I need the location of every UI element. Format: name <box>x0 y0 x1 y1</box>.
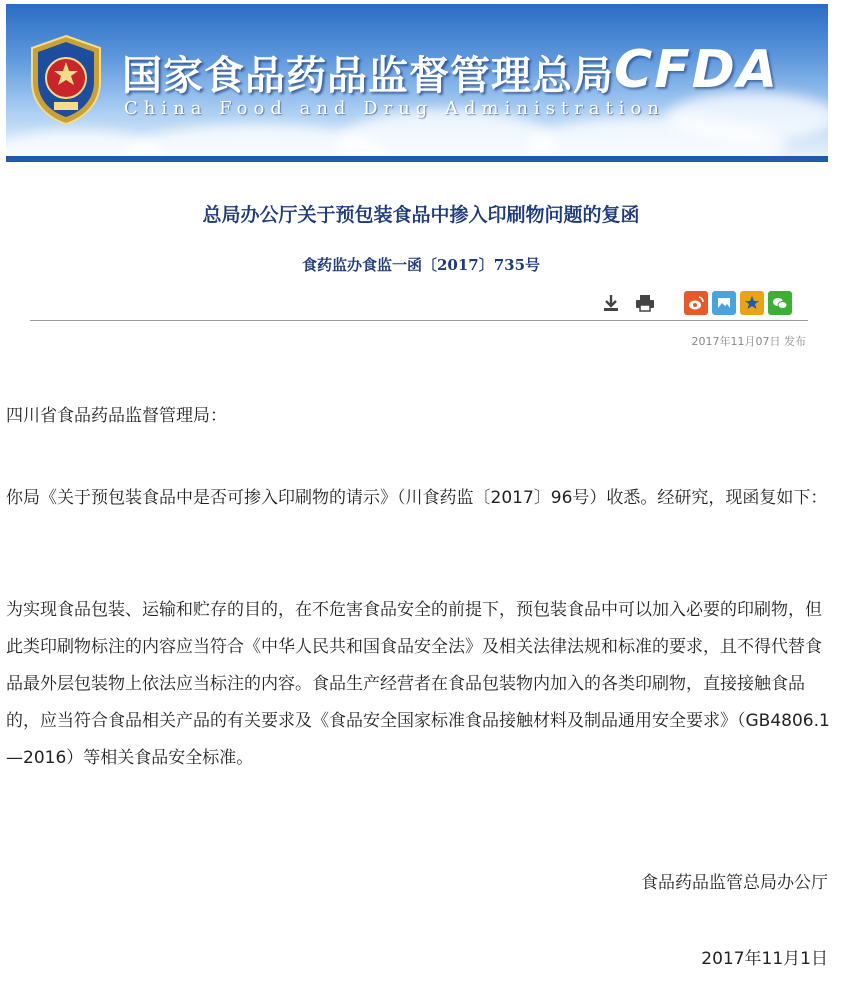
paragraph-2: 为实现食品包装、运输和贮存的目的，在不危害食品安全的前提下，预包装食品中可以加入必要的印刷物，但此类印刷物标注的内容应当符合《中华人民共和国食品安全法》及相关法律法规和标准的要求，且不得代替食品最外层包装物上依法应当标注的内容。食品生产经营者在食品包装物内加入的各类印刷物，直接接触食品的，应当符合食品相关产品的有关要求及《食品安全国家标准食品接触材料及制品通用安全要求》（GB4806.1—2016）等相关食品安全标准。 <box>6 600 830 768</box>
header-banner <box>6 4 828 156</box>
share-bar <box>684 290 792 316</box>
sign-date: 2017年11月1日 <box>701 949 828 969</box>
qzone-icon[interactable] <box>712 291 736 315</box>
document-number: 食药监办食监一函〔2017〕735号 <box>301 256 541 274</box>
recipient: 四川省食品药品监督管理局： <box>6 406 227 426</box>
print-icon[interactable] <box>634 292 656 314</box>
paragraph-1: 你局《关于预包装食品中是否可掺入印刷物的请示》（川食药监〔2017〕96号）收悉。经研究，现函复如下： <box>6 488 828 508</box>
publish-date: 2017年11月07日 发布 <box>691 335 806 348</box>
cfda-logo: CFDA <box>614 40 780 100</box>
agency-name: 国家食品药品监督管理总局 <box>122 52 614 99</box>
signature: 食品药品监管总局办公厅 <box>641 873 828 893</box>
agency-name-english: China Food and Drug Administration <box>124 98 665 119</box>
wechat-icon[interactable] <box>768 291 792 315</box>
weibo-icon[interactable] <box>684 291 708 315</box>
favorite-star-icon[interactable] <box>740 291 764 315</box>
banner-stripe <box>6 156 828 162</box>
national-emblem-icon <box>28 34 104 126</box>
document-title: 总局办公厅关于预包装食品中掺入印刷物问题的复函 <box>202 204 640 226</box>
download-icon[interactable] <box>600 292 622 314</box>
document-tools <box>600 290 656 316</box>
title-divider <box>30 320 808 321</box>
